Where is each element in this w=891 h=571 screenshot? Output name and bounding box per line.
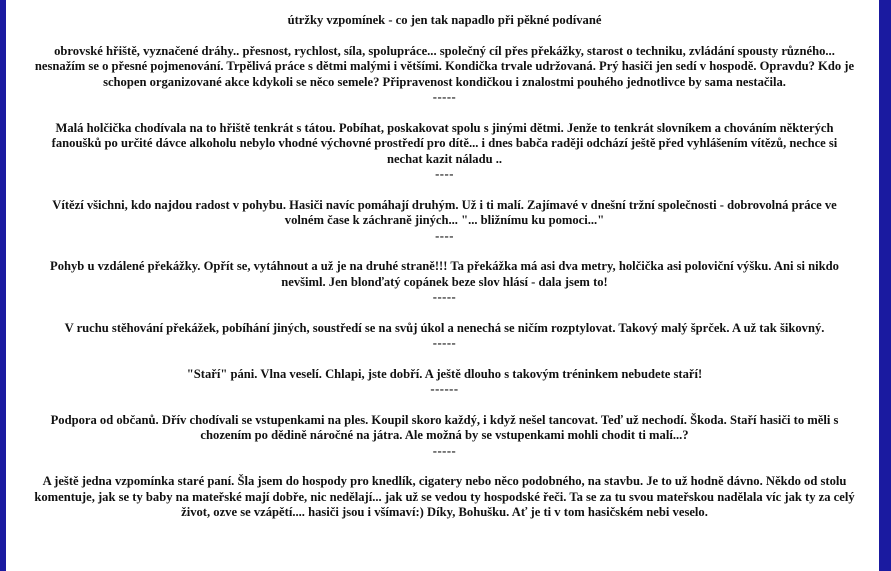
- paragraph: obrovské hřiště, vyznačené dráhy.. přesnost, rychlost, síla, spolupráce... společný cíl přes překážky, starost o techniku, zvládání spousty různého... nesnažím se o přesné pojmenování. Trpělivá práce s dětmi malými i většími. Kondička trvale udržovaná. Prý hasiči jen sedí v hospodě. Opravdu? Kdo je schopen organizované akce kdykoli se něco semele? Připravenost kondičkou i znalostmi pouhého jednotlivce by sama nestačila.: [34, 43, 855, 89]
- separator: -----: [432, 290, 457, 304]
- paragraph: V ruchu stěhování překážek, pobíhání jiných, soustředí se na svůj úkol a nenechá se ničím rozptylovat. Takový malý šprček. A už tak šikovný.: [64, 320, 825, 335]
- paragraph: "Staří" páni. Vlna veselí. Chlapi, jste dobří. A ještě dlouho s takovým tréninkem nebudete staří!: [186, 366, 703, 381]
- separator: -----: [432, 90, 457, 104]
- separator: -----: [432, 443, 457, 458]
- paragraph: Vítězí všichni, kdo najdou radost v pohybu. Hasiči navíc pomáhají druhým. Už i ti malí. Zajímavé v dnešní tržní společnosti - dobrovolná práce ve volném čase k záchraně jiných... "... bližnímu ku pomoci...": [52, 197, 837, 227]
- paragraph: Pohyb u vzdálené překážky. Opřít se, vytáhnout a už je na druhé straně!!! Ta překážka má asi dva metry, holčička asi poloviční výšku. Ani si nikdo nevšiml. Jen blonďatý copánek beze slov hlásí - dala jsem to!: [50, 259, 839, 289]
- article-content: [34, 13, 855, 521]
- paragraph: A ještě jedna vzpomínka staré paní. Šla jsem do hospody pro knedlík, cigatery nebo něco podobného, na stavbu. Je to už hodně dávno. Někdo od stolu komentuje, jak se ty baby na mateřské mají dobře, nic nedělají... jak už se vedou ty hospodské řeči. Ta se za tu svou mateřskou nadělala víc jak ty za celý život, ozve se vzápětí.... hasiči jsou i všímaví:) Díky, Bohušku. Ať je ti v tom hasičském nebi veselo.: [34, 474, 855, 519]
- separator: ----: [435, 167, 454, 181]
- separator: ------: [430, 382, 459, 396]
- paragraph: Malá holčička chodívala na to hřiště tenkrát s tátou. Pobíhat, poskakovat spolu s jinými dětmi. Jenže to tenkrát slovníkem a chováním některých fanoušků po určité dávce alkoholu nebylo vhodné výchovné prostředí pro dítě... i dnes babča raději odchází ještě před vyhlášením vítězů, nechce si nechat kazit náladu ..: [51, 120, 838, 166]
- separator: ----: [435, 228, 454, 243]
- left-border: [0, 0, 6, 571]
- right-border: [879, 0, 891, 571]
- separator: -----: [432, 336, 457, 350]
- paragraph: Podpora od občanů. Dřív chodívali se vstupenkami na ples. Koupil skoro každý, i když nešel tancovat. Teď už nechodí. Škoda. Staří hasiči to měli s chozením po dědině náročné na játra. Ale možná by se vstupenkami mohli chodit ti malí...?: [50, 412, 839, 442]
- article-title: útržky vzpomínek - co jen tak napadlo při pěkné podívané: [287, 13, 602, 27]
